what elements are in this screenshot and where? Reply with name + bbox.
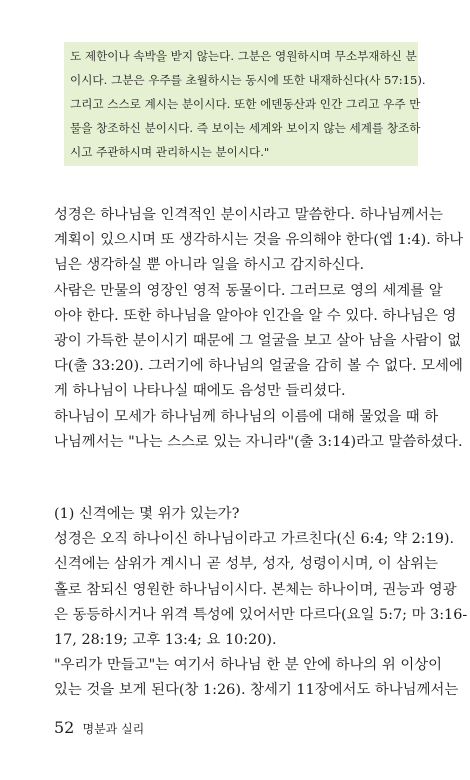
- body-line: 성경은 하나님을 인격적인 분이시라고 말씀한다. 하나님께서는: [54, 207, 443, 223]
- quote-line: 시고 주관하시며 관리하시는 분이시다.": [70, 145, 270, 159]
- quote-line: 물을 창조하신 분이시다. 즉 보이는 세계와 보이지 않는 세계를 창조하: [70, 121, 421, 135]
- body-line: 다(출 33:20). 그러기에 하나님의 얼굴을 감히 볼 수 없다. 모세에: [54, 358, 463, 375]
- body-line: 광이 가득한 분이시기 때문에 그 얼굴을 보고 살아 남을 사람이 없: [54, 333, 462, 350]
- body-line: "우리가 만들고"는 여기서 하나님 한 분 안에 하나의 위 이상이: [54, 657, 443, 674]
- quote-line: 이시다. 그분은 우주를 초월하시는 동시에 또한 내재하신다(사 57:15).: [70, 73, 426, 87]
- body-line: 사람은 만물의 영장인 영적 동물이다. 그러므로 영의 세계를 알: [54, 282, 443, 299]
- page-number: 52: [54, 718, 75, 737]
- body-line: 성경은 오직 하나이신 하나님이라고 가르친다(신 6:4; 약 2:19).: [54, 531, 455, 548]
- page-footer: [54, 718, 144, 737]
- body-line: 나님께서는 "나는 스스로 있는 자니라"(출 3:14)라고 말씀하셨다.: [54, 433, 463, 450]
- body-line: 신격에는 삼위가 계시니 곧 성부, 성자, 성령이시며, 이 삼위는: [54, 556, 438, 573]
- body-line: 홀로 참되신 영원한 하나님이시다. 본체는 하나이며, 권능과 영광: [54, 581, 457, 598]
- body-line: 은 동등하시거나 위격 특성에 있어서만 다르다(요일 5:7; 마 3:16-: [54, 606, 468, 623]
- quote-line: 그리고 스스로 계시는 분이시다. 또한 에덴동산과 인간 그리고 우주 만: [70, 97, 421, 111]
- body-line: 있는 것을 보게 된다(창 1:26). 창세기 11장에서도 하나님께서는: [54, 682, 459, 699]
- body-text: [54, 203, 464, 455]
- body-line: 17, 28:19; 고후 13:4; 요 10:20).: [54, 632, 277, 649]
- highlighted-quote: [64, 42, 426, 166]
- section-godhead: [54, 502, 468, 704]
- body-line: 님은 생각하실 뿐 아니라 일을 하시고 감지하신다.: [54, 257, 365, 274]
- body-line: 아야 한다. 또한 하나님을 알아야 인간을 알 수 있다. 하나님은 영: [54, 307, 457, 324]
- quote-line: 도 제한이나 속박을 받지 않는다. 그분은 영원하시며 무소부재하신 분: [70, 49, 417, 63]
- body-line: 하나님이 모세가 하나님께 하나님의 이름에 대해 물었을 때 하: [54, 408, 439, 425]
- body-line: 계획이 있으시며 또 생각하시는 것을 유의해야 한다(엡 1:4). 하나: [54, 232, 464, 249]
- body-line: 게 하나님이 나타나실 때에도 음성만 들리셨다.: [54, 383, 346, 400]
- section-heading: (1) 신격에는 몇 위가 있는가?: [54, 506, 240, 522]
- book-title: 명분과 실리: [82, 722, 145, 736]
